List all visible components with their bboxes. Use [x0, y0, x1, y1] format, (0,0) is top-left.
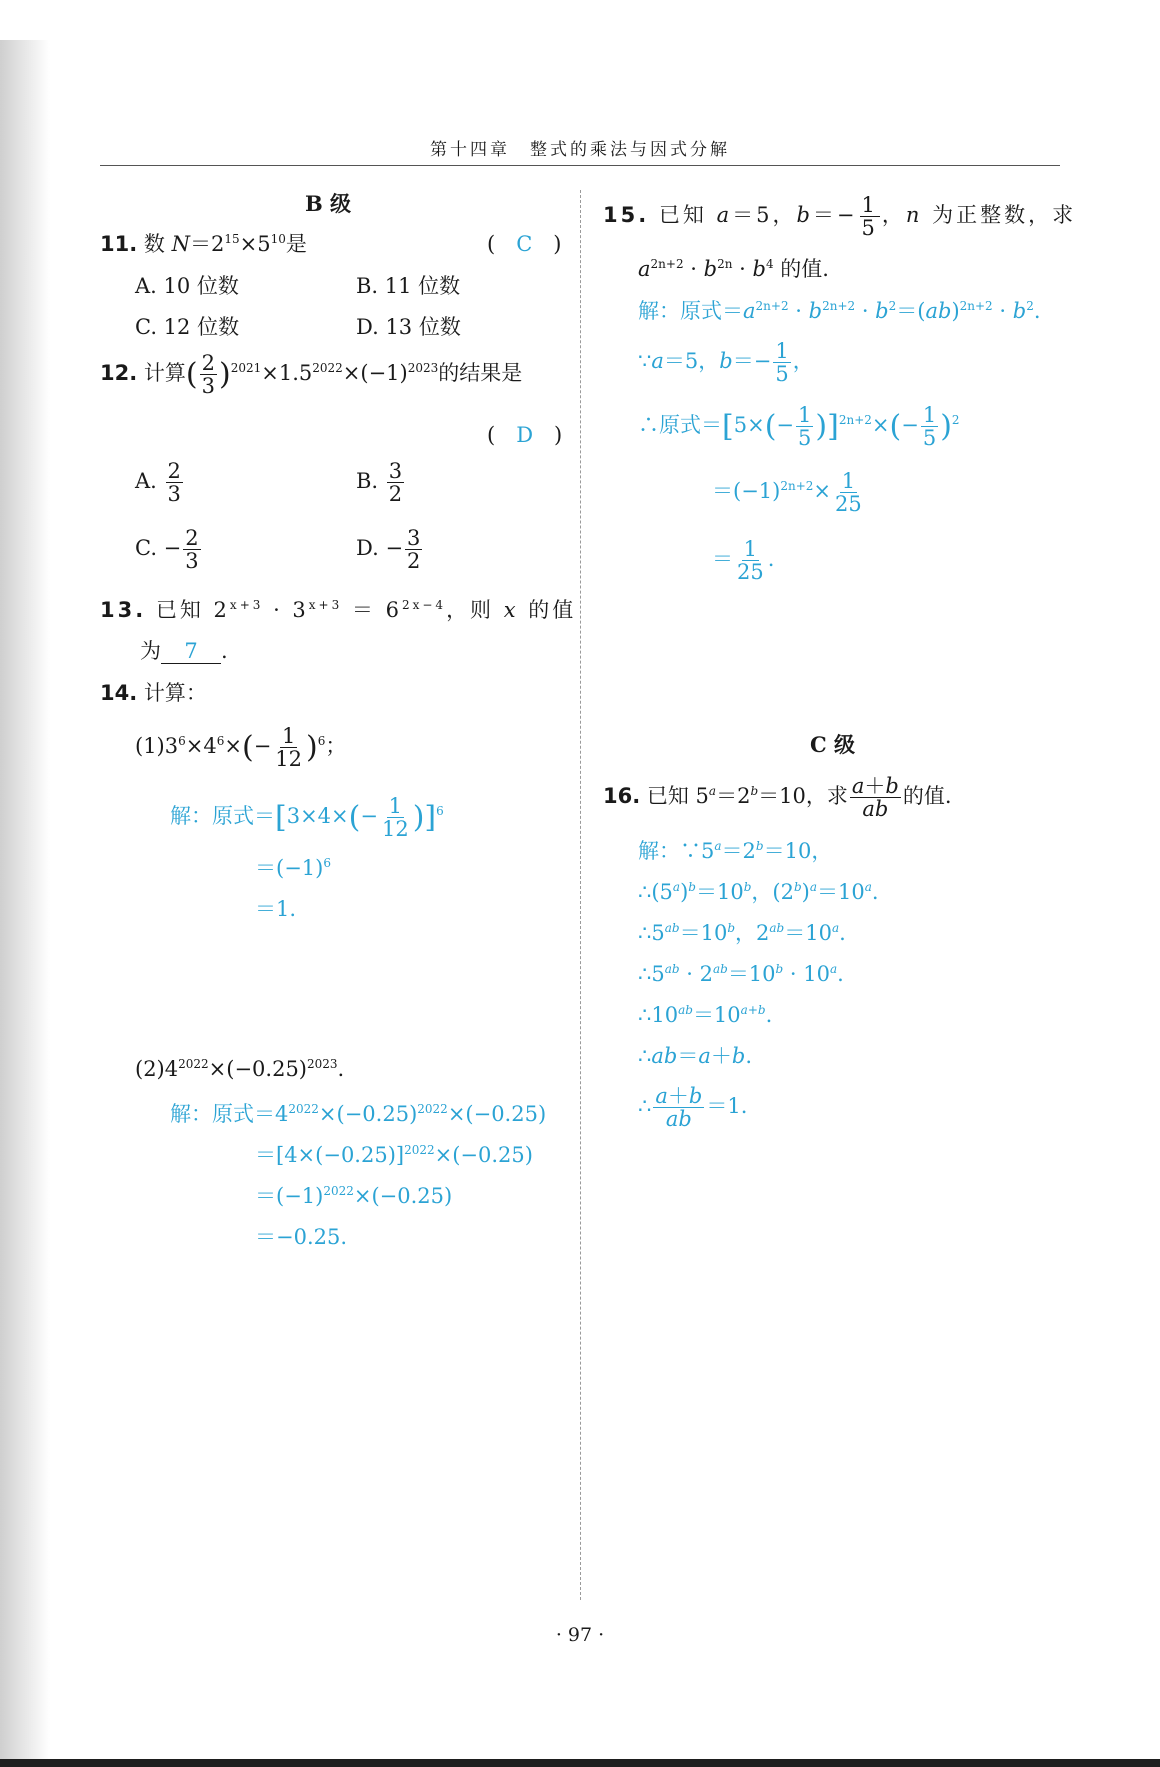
question-13-line2: 为 7 . — [140, 639, 228, 663]
level-c-heading: C 级 — [810, 732, 856, 757]
answer-choice: C — [516, 232, 533, 256]
solution-16-line-2: $\therefore(5^a)^b=10^b$，$(2^b)^a=10^a$. — [638, 880, 879, 904]
page-number: · 97 · — [555, 1624, 605, 1646]
option-d: D. − $\frac{3}{2}$ — [356, 526, 421, 574]
solution-14-1-line-1: 解：原式＝[3×4×(− $\frac{1}{12}$ )]$^6$ — [170, 794, 444, 842]
question-number: 15. — [603, 203, 650, 228]
question-15: 15. 已知 a＝5，b＝− $\frac{1}{5}$ ，n 为正整数，求 — [603, 193, 1077, 241]
option-b: B. 11 位数 — [356, 274, 461, 298]
page-edge-shadow — [0, 0, 50, 1767]
question-number: 11. — [100, 232, 138, 256]
solution-16-line-4: $\therefore 5^{ab} \cdot 2^{ab}=10^b \cdot 10^a$. — [638, 962, 844, 986]
solution-15-line-2: ∵a＝5，b＝− $\frac{1}{5}$ ， — [638, 339, 814, 387]
question-stem: 数 $N=2^{15}\times 5^{10}$是 — [143, 232, 307, 256]
option-d: D. 13 位数 — [356, 315, 461, 339]
question-11 — [100, 228, 307, 258]
question-14-part-2: $(2)4^{2022}\times(-0.25)^{2023}$. — [135, 1057, 345, 1081]
header-rule — [100, 165, 1060, 166]
answer-bracket-12: ( D ) — [487, 423, 563, 447]
question-13: 13. 已知 $2^{x+3} \cdot 3^{x+3} = 6^{2x-4}$，则 x 的值 — [100, 598, 577, 622]
question-number: 13. — [100, 598, 147, 622]
solution-14-1-line-3: ＝1. — [255, 897, 297, 921]
answer-bracket-11: ( C ) — [487, 232, 562, 256]
question-stem: 计算( $\frac{2}{3}$ )$^{2021}\times 1.5^{2022}\times(-1)^{2023}$的结果是 — [143, 351, 523, 399]
option-c: C. 12 位数 — [135, 315, 240, 339]
column-divider — [580, 190, 581, 1600]
answer-choice: D — [516, 423, 534, 447]
solution-16-line-1: 解：$\because 5^a=2^b=10$， — [638, 839, 833, 863]
level-b-heading: B 级 — [305, 191, 352, 216]
question-15-line2: $a^{2n+2} \cdot b^{2n} \cdot b^4$ 的值. — [638, 257, 829, 281]
option-c: C. − $\frac{2}{3}$ — [135, 526, 199, 574]
option-b: B. $\frac{3}{2}$ — [356, 459, 403, 507]
solution-15-line-3: ∴原式＝[5×(− $\frac{1}{5}$ )]$^{2n+2}$×(− $\frac{1}{5}$ )$^2$ — [638, 403, 960, 451]
solution-14-2-line-3: $=(-1)^{2022}\times(-0.25)$ — [255, 1184, 453, 1208]
option-a: A. 10 位数 — [135, 274, 239, 298]
question-number: 14. — [100, 681, 138, 705]
solution-15-line-5: ＝ $\frac{1}{25}$ . — [712, 537, 775, 585]
option-a: A. $\frac{2}{3}$ — [135, 459, 181, 507]
page-edge-top — [0, 0, 50, 40]
solution-14-2-line-2: $=[4\times(-0.25)]^{2022}\times(-0.25)$ — [255, 1143, 533, 1167]
question-14-part-1: $(1)3^6\times 4^6\times(-$ $\frac{1}{12}$ )$^6$； — [135, 724, 347, 772]
bottom-bar — [0, 1759, 1160, 1767]
solution-14-1-line-2: $=(-1)^6$ — [255, 856, 331, 880]
chapter-header: 第十四章 整式的乘法与因式分解 — [430, 140, 730, 160]
solution-16-line-5: $\therefore 10^{ab}=10^{a+b}$. — [638, 1003, 773, 1027]
question-14 — [100, 677, 207, 707]
question-stem: 计算： — [143, 681, 207, 705]
question-number: 12. — [100, 361, 138, 386]
solution-14-2-line-4: ＝−0.25. — [255, 1225, 348, 1249]
question-16: 16. 已知 $5^a=2^b=10$，求 $\frac{a+b}{ab}$ 的值. — [603, 774, 952, 822]
question-12 — [100, 352, 522, 397]
question-number: 16. — [603, 784, 641, 809]
solution-16-line-6: ∴ab＝a＋b. — [638, 1044, 753, 1068]
fill-answer: 7 — [161, 639, 221, 664]
solution-16-line-7: ∴ $\frac{a+b}{ab}$ ＝1. — [638, 1084, 748, 1132]
solution-15-line-1: 解：原式$=a^{2n+2} \cdot b^{2n+2} \cdot b^2=(ab)^{2n+2} \cdot b^2$. — [638, 299, 1041, 323]
solution-14-2-line-1: 解：原式$=4^{2022}\times(-0.25)^{2022}\times(-0.25)$ — [170, 1102, 547, 1126]
solution-16-line-3: $\therefore 5^{ab}=10^b$，$2^{ab}=10^a$. — [638, 921, 846, 945]
solution-15-line-4: $=(-1)^{2n+2}\times$ $\frac{1}{25}$ — [712, 469, 862, 517]
